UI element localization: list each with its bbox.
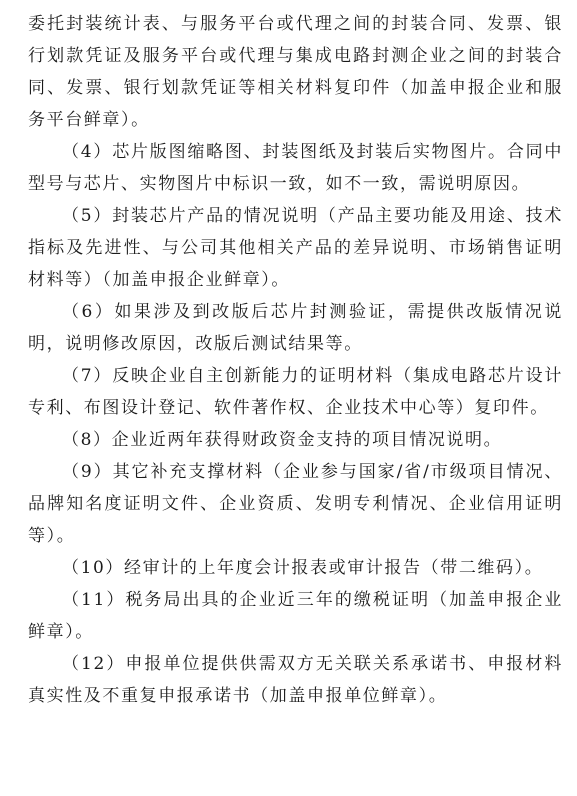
paragraph-item-4: （4）芯片版图缩略图、封装图纸及封装后实物图片。合同中型号与芯片、实物图片中标识一致，如不一致，需说明原因。: [28, 142, 563, 194]
paragraph-item-7: （7）反映企业自主创新能力的证明材料（集成电路芯片设计专利、布图设计登记、软件著作权、企业技术中心等）复印件。: [28, 366, 563, 418]
paragraph-item-8: （8）企业近两年获得财政资金支持的项目情况说明。: [62, 430, 503, 450]
paragraph-item-6: （6）如果涉及到改版后芯片封测验证，需提供改版情况说明，说明修改原因，改版后测试结果等。: [28, 302, 563, 354]
paragraph-item-9: （9）其它补充支撑材料（企业参与国家/省/市级项目情况、品牌知名度证明文件、企业资质、发明专利情况、企业信用证明等）。: [28, 462, 563, 546]
paragraph-item-12: （12）申报单位提供供需双方无关联关系承诺书、申报材料真实性及不重复申报承诺书（加盖申报单位鲜章）。: [28, 654, 563, 706]
paragraph-item-11: （11）税务局出具的企业近三年的缴税证明（加盖申报企业鲜章）。: [28, 590, 563, 642]
paragraph-item-10: （10）经审计的上年度会计报表或审计报告（带二维码）。: [62, 558, 544, 578]
paragraph-continuation: 委托封装统计表、与服务平台或代理之间的封装合同、发票、银行划款凭证及服务平台或代理与集成电路封测企业之间的封装合同、发票、银行划款凭证等相关材料复印件（加盖申报企业和服务平台鲜章）。: [28, 14, 563, 130]
paragraph-item-5: （5）封装芯片产品的情况说明（产品主要功能及用途、技术指标及先进性、与公司其他相关产品的差异说明、市场销售证明材料等）（加盖申报企业鲜章）。: [28, 206, 563, 290]
